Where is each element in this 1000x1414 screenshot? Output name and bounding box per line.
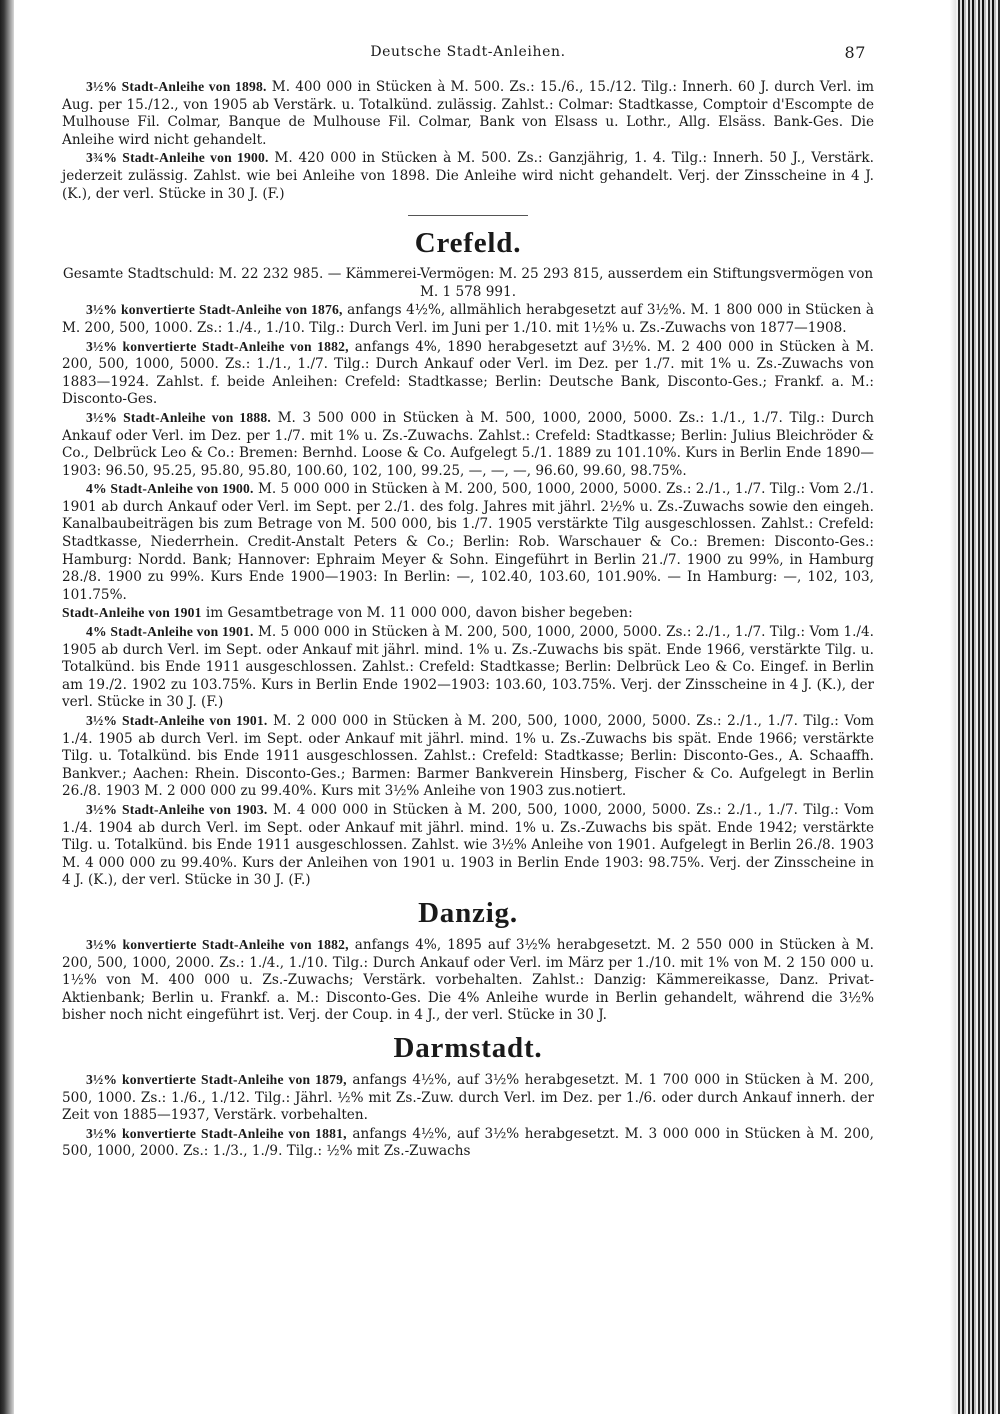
loan-text: anfangs 4%, 1890 herabgesetzt auf 3½%. M. 2 400 000 in Stücken à M. 200, 500, 1000, 5000. Zs.: 1./1., 1./7. Tilg.: Durch Ankauf oder Verl. im Dez. per 1./7. mit 1% u. Zs.-Zuwachs von 1883—1924. Zahlst. f. beide Anleihen: Crefeld: Stadtkasse; Berlin: Deutsche Bank, Disconto-Ges.; Frankf. a. M.: Disconto-Ges. [62, 338, 874, 408]
paragraph [62, 480, 874, 604]
running-head [62, 44, 874, 78]
loan-title: 3½% konvertierte Stadt-Anleihe von 1879, [86, 1071, 347, 1087]
loan-text: anfangs 4%, 1895 auf 3½% herabgesetzt. M. 2 550 000 in Stücken à M. 200, 500, 1000, 2000. Zs.: 1./4., 1./10. Tilg.: Durch Ankauf oder Verl. im März per 1./10. mit 1% von M. 2 150 000 u. 1½% von M. 400 000 u. Zs.-Zuwachs; Verstärk. vorbehalten. Zahlst.: Danzig: Kämmereikasse, Danz. Privat-Aktienbank; Berlin u. Frankf. a. M.: Disconto-Ges. Die 4% Anleihe wurde in Berlin gehandelt, während die 3½% bisher noch nicht eingeführt ist. Verj. der Coup. in 4 J., der verl. Stücke in 30 J. [62, 936, 874, 1024]
debt-summary: Gesamte Stadtschuld: M. 22 232 985. — Kämmerei-Vermögen: M. 25 293 815, ausserdem ein Stiftungsvermögen von M. 1 578 991. [62, 266, 874, 300]
loan-title: 3½% konvertierte Stadt-Anleihe von 1882, [86, 338, 349, 354]
loan-text: anfangs 4½%, auf 3½% herabgesetzt. M. 1 700 000 in Stücken à M. 200, 500, 1000. Zs.: 1./6., 1./12. Tilg.: Jährl. ½% mit Zs.-Zuw. durch Verl. im Dez. per 1./6. oder durch Ankauf innerh. der Zeit von 1885—1937, Verstärk. vorbehalten. [62, 1071, 874, 1124]
loan-title: Stadt-Anleihe von 1901 [62, 605, 202, 621]
colmar-section [62, 78, 874, 203]
document-page [62, 44, 874, 1394]
paragraph [62, 338, 874, 409]
paragraph [62, 78, 874, 149]
loan-text: M. 5 000 000 in Stücken à M. 200, 500, 1000, 2000, 5000. Zs.: 2./1., 1./7. Tilg.: Vom 1./4. 1905 ab durch Verl. im Sept. oder Ankauf mit jährl. mind. 1% u. Zs.-Zuwachs bis spät. Ende 1966, verstärkte Tilg. u. Totalkünd. bis Ende 1911 ausgeschlossen. Zahlst.: Crefeld: Stadtkasse; Berlin: Delbrück Leo & Co. Eingef. in Berlin am 19./2. 1902 zu 103.75%. Kurs in Berlin Ende 1902—1903: 103.60, 103.75%. Verj. der Zinsscheine in 4 J. (K.), der verl. Stücke in 30 J. (F.) [62, 624, 874, 711]
city-heading-danzig: Danzig. [418, 896, 518, 929]
loan-text: M. 2 000 000 in Stücken à M. 200, 500, 1000, 2000, 5000. Zs.: 2./1., 1./7. Tilg.: Vom 1./4. 1905 ab durch Verl. im Sept. oder Ankauf mit jährl. mind. 1% u. Zs.-Zuwachs bis spät. Ende 1966; verstärkte Tilg. u. Totalkünd. bis Ende 1911 ausgeschlossen. Zahlst.: Crefeld: Stadtkasse; Berlin: Disconto-Ges., A. Schaaffh. Bankver.; Aachen: Rhein. Disconto-Ges.; Barmen: Barmer Bankverein Hinsberg, Fischer & Co. Aufgelegt in Berlin 26./8. 1903 M. 2 000 000 zu 99.40%. Kurs mit 3½% Anleihe von 1903 zus.notiert. [62, 713, 874, 800]
loan-text: M. 420 000 in Stücken à M. 500. Zs.: Ganzjährig, 1. 4. Tilg.: Innerh. 50 J., Verstärk. jederzeit zulässig. Zahlst. wie bei Anleihe von 1898. Die Anleihe wird nicht gehandelt. Verj. der Zinsscheine in 4 J. (K.), der verl. Stücke in 30 J. (F.) [62, 150, 874, 202]
page-number: 87 [844, 43, 866, 62]
loan-title: 3½% konvertierte Stadt-Anleihe von 1882, [86, 936, 349, 952]
darmstadt-section [62, 1031, 874, 1161]
loan-title: 3½% konvertierte Stadt-Anleihe von 1876, [86, 302, 343, 318]
loan-title: 3½% Stadt-Anleihe von 1898. [86, 79, 267, 94]
left-page-shadow [0, 0, 14, 1414]
loan-text: M. 400 000 in Stücken à M. 500. Zs.: 15./6., 15./12. Tilg.: Innerh. 60 J. durch Verl. im Aug. per 15./12., von 1905 ab Verstärk. u. Totalkünd. zulässig. Zahlst.: Colmar: Stadtkasse, Comptoir d'Escompte de Mulhouse Fil. Colmar, Banque de Mulhouse Fil. Colmar, Bank von Elsass u. Lothr., Allg. Elsäss. Bank-Ges. Die Anleihe wird nicht gehandelt. [62, 79, 874, 148]
crefeld-section [62, 226, 874, 890]
paragraph [62, 301, 874, 337]
danzig-section [62, 896, 874, 1025]
paragraph [62, 1071, 874, 1125]
loan-title: 3½% konvertierte Stadt-Anleihe von 1881, [86, 1125, 347, 1141]
loan-text: M. 5 000 000 in Stücken à M. 200, 500, 1000, 2000, 5000. Zs.: 2./1., 1./7. Tilg.: Vom 2./1. 1901 ab durch Ankauf oder Verl. im Sept. per 2./1. des folg. Jahres mit jährl. 2½% u. Zs.-Zuwachs sowie den eingeh. Kanalbaubeiträgen bis zum Betrage von M. 500 000, bis 1./7. 1905 verstärkte Tilg ausgeschlossen. Zahlst.: Crefeld: Stadtkasse, Niederrhein. Credit-Anstalt Peters & Co.; Berlin: Rob. Warschauer & Co.: Bremen: Disconto-Ges.: Hamburg: Nordd. Bank; Hannover: Ephraim Meyer & Sohn. Eingeführt in Berlin 21./7. 1900 zu 99%, in Hamburg 28./8. 1900 zu 99%. Kurs Ende 1900—1903: In Berlin: —, 102.40, 103.60, 101.90%. — In Hamburg: —, 102, 103, 101.75%. [62, 481, 874, 603]
loan-title: 3½% Stadt-Anleihe von 1901. [86, 713, 268, 728]
loan-text: M. 3 500 000 in Stücken à M. 500, 1000, 2000, 5000. Zs.: 1./1., 1./7. Tilg.: Durch Ankauf oder Verl. im Dez. per 1./7. mit 1% u. Zs.-Zuwachs. Zahlst.: Crefeld: Stadtkasse; Berlin: Julius Bleichröder & Co., Delbrück Leo & Co.: Bremen: Bernhd. Loose & Co. Aufgelegt 5./1. 1889 zu 101.10%. Kurs in Berlin Ende 1890—1903: 96.50, 95.25, 95.80, 95.80, 100.60, 102, 100, 99.25, —, —, —, 96.60, 99.60, 98.75%. [62, 409, 874, 479]
paragraph [62, 801, 874, 890]
loan-title: 3½% Stadt-Anleihe von 1888. [86, 409, 271, 425]
loan-text: M. 4 000 000 in Stücken à M. 200, 500, 1000, 2000, 5000. Zs.: 2./1., 1./7. Tilg.: Vom 1./4. 1904 ab durch Verl. im Sept. oder Ankauf mit jährl. mind. 1% u. Zs.-Zuwachs bis spät. Ende 1942; verstärkte Tilg. u. Totalkünd. bis Ende 1911 ausgeschlossen. Zahlst. wie 3½% Anleihe von 1901. Aufgelegt in Berlin 26./8. 1903 M. 4 000 000 zu 99.40%. Kurs der Anleihen von 1901 u. 1903 in Berlin Ende 1903: 98.75%. Verj. der Zinsscheine in 4 J. (K.), der verl. Stücke in 30 J. (F.) [62, 801, 874, 889]
loan-title: 4% Stadt-Anleihe von 1901. [86, 624, 254, 640]
city-heading-darmstadt: Darmstadt. [393, 1031, 543, 1064]
paragraph [62, 936, 874, 1025]
paragraph [62, 712, 874, 801]
loan-text: im Gesamtbetrage von M. 11 000 000, davon bisher begeben: [201, 605, 633, 622]
paragraph [62, 1125, 874, 1161]
loan-title: 4% Stadt-Anleihe von 1900. [86, 481, 254, 497]
loan-text: anfangs 4½%, auf 3½% herabgesetzt. M. 3 000 000 in Stücken à M. 200, 500, 1000, 2000. Zs.: 1./3., 1./9. Tilg.: ½% mit Zs.-Zuwachs [62, 1125, 874, 1160]
section-divider [408, 215, 528, 216]
paragraph [62, 409, 874, 480]
paragraph [62, 149, 874, 203]
loan-title: 3¾% Stadt-Anleihe von 1900. [86, 150, 269, 166]
right-binding-edge [956, 0, 1000, 1414]
paragraph [62, 623, 874, 712]
loan-text: anfangs 4½%, allmählich herabgesetzt auf 3½%. M. 1 800 000 in Stücken à M. 200, 500, 1000. Zs.: 1./4., 1./10. Tilg.: Durch Verl. im Juni per 1./10. mit 1½% u. Zs.-Zuwachs von 1877—1908. [62, 302, 874, 336]
city-heading-crefeld: Crefeld. [414, 227, 522, 260]
paragraph [62, 604, 874, 623]
running-head-title: Deutsche Stadt-Anleihen. [370, 44, 566, 60]
loan-title: 3½% Stadt-Anleihe von 1903. [86, 801, 268, 817]
